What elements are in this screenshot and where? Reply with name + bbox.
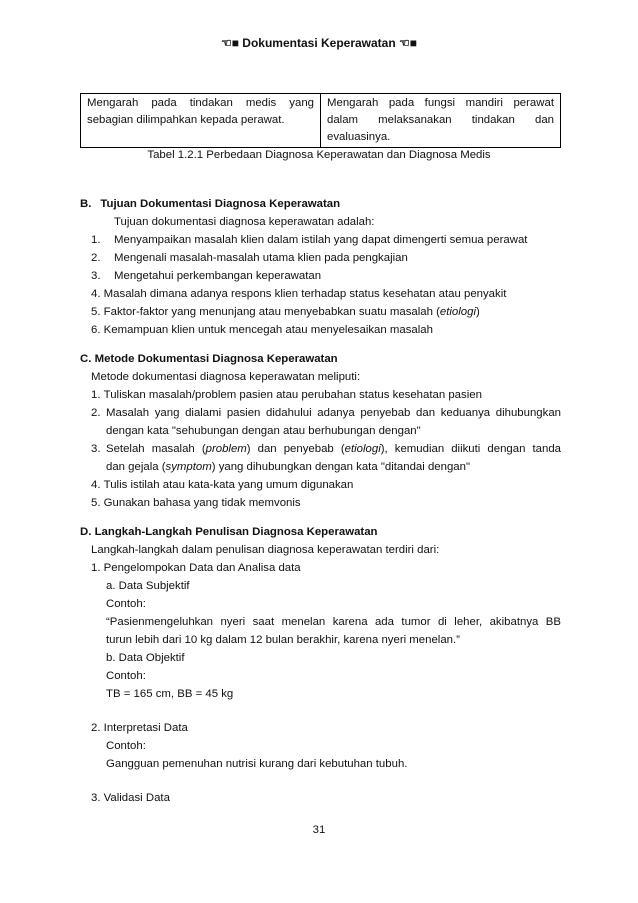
list-item: 3. Mengetahui perkembangan keperawatan [91, 270, 322, 282]
step-heading: 1. Pengelompokan Data dan Analisa data [91, 562, 301, 574]
section-d-heading: D. Langkah-Langkah Penulisan Diagnosa Keperawatan [80, 526, 378, 538]
table-caption: Tabel 1.2.1 Perbedaan Diagnosa Keperawatan dan Diagnosa Medis [147, 149, 491, 161]
header-title: Dokumentasi Keperawatan [242, 36, 396, 50]
list-item-continuation: dengan kata "sehubungan dengan atau berhubungan dengan" [106, 425, 421, 437]
list-item: 4. Tulis istilah atau kata-kata yang umum digunakan [91, 479, 354, 491]
section-d-intro: Langkah-langkah dalam penulisan diagnosa keperawatan terdiri dari: [91, 544, 440, 556]
section-b-intro: Tujuan dokumentasi diagnosa keperawatan adalah: [114, 216, 375, 228]
pointing-hand-icon: ☜■ [399, 36, 418, 50]
example-label: Contoh: [106, 598, 146, 610]
example-text: Gangguan pemenuhan nutrisi kurang dari kebutuhan tubuh. [106, 758, 408, 770]
example-text: TB = 165 cm, BB = 45 kg [106, 688, 234, 700]
section-b-heading: B. Tujuan Dokumentasi Diagnosa Keperawatan [80, 198, 341, 210]
comparison-table [80, 93, 561, 148]
list-item: 3. Setelah masalah (problem) dan penyebab (etiologi), kemudian diikuti dengan tanda [91, 443, 561, 455]
sub-heading: a. Data Subjektif [106, 580, 190, 592]
section-c-intro: Metode dokumentasi diagnosa keperawatan meliputi: [91, 371, 361, 383]
section-c-heading: C. Metode Dokumentasi Diagnosa Keperawatan [80, 353, 338, 365]
list-item: 1. Menyampaikan masalah klien dalam istilah yang dapat dimengerti semua perawat [91, 234, 528, 246]
page-number: 31 [312, 824, 326, 836]
list-item: 2. Masalah yang dialami pasien didahului adanya penyebab dan keduanya dihubungkan [91, 407, 561, 419]
step-heading: 2. Interpretasi Data [91, 722, 188, 734]
pointing-hand-icon: ☜■ [220, 36, 239, 50]
example-text: turun lebih dari 10 kg dalam 12 bulan berakhir, karena nyeri menelan.” [106, 634, 460, 646]
sub-heading: b. Data Objektif [106, 652, 185, 664]
example-text: “Pasienmengeluhkan nyeri saat menelan karena ada tumor di leher, akibatnya BB [106, 616, 561, 628]
table-row [81, 94, 561, 148]
example-label: Contoh: [106, 740, 146, 752]
list-item: 5. Gunakan bahasa yang tidak memvonis [91, 497, 301, 509]
table-cell-nursing: Mengarah pada fungsi mandiri perawat dalam melaksanakan tindakan dan evaluasinya. [321, 94, 561, 148]
step-heading: 3. Validasi Data [91, 792, 170, 804]
example-label: Contoh: [106, 670, 146, 682]
list-item: 2. Mengenali masalah-masalah utama klien pada pengkajian [91, 252, 408, 264]
running-header [0, 36, 638, 50]
list-item: 1. Tuliskan masalah/problem pasien atau perubahan status kesehatan pasien [91, 389, 482, 401]
list-item: 4. Masalah dimana adanya respons klien terhadap status kesehatan atau penyakit [91, 288, 507, 300]
list-item-continuation: dan gejala (symptom) yang dihubungkan dengan kata "ditandai dengan" [106, 461, 470, 473]
list-item: 6. Kemampuan klien untuk mencegah atau menyelesaikan masalah [91, 324, 433, 336]
table-cell-medical: Mengarah pada tindakan medis yang sebagian dilimpahkan kepada perawat. [81, 94, 321, 148]
list-item: 5. Faktor-faktor yang menunjang atau menyebabkan suatu masalah (etiologi) [91, 306, 480, 318]
